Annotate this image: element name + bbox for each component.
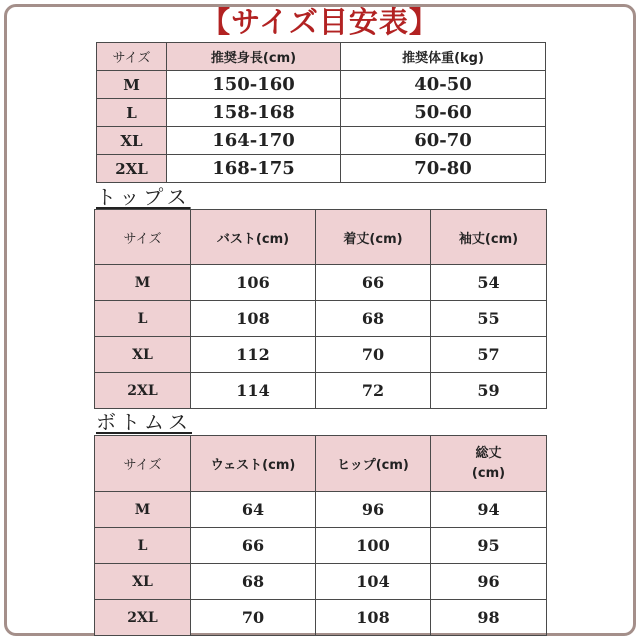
- table-row: [95, 528, 547, 564]
- value-cell: 59: [431, 373, 547, 409]
- value-cell: 98: [431, 600, 547, 636]
- size-cell: 2XL: [95, 373, 191, 409]
- header-cell: 総丈 (cm): [431, 436, 547, 492]
- value-cell: 50-60: [341, 99, 546, 127]
- value-cell: 108: [316, 600, 431, 636]
- value-cell: 57: [431, 337, 547, 373]
- table-row: [97, 155, 546, 183]
- table-header-row: [95, 210, 547, 265]
- size-cell: M: [95, 265, 191, 301]
- header-cell: サイズ: [95, 436, 191, 492]
- tops-section-label: トップス: [96, 185, 191, 209]
- table-row: [97, 99, 546, 127]
- bottoms-section-label: ボトムス: [96, 410, 192, 434]
- value-cell: 70: [316, 337, 431, 373]
- table-row: [95, 373, 547, 409]
- table-row: [95, 600, 547, 636]
- header-cell: 着丈(cm): [316, 210, 431, 265]
- header-cell: バスト(cm): [191, 210, 316, 265]
- value-cell: 150-160: [167, 71, 341, 99]
- header-cell: 推奨身長(cm): [167, 43, 341, 71]
- table-row: [95, 492, 547, 528]
- value-cell: 100: [316, 528, 431, 564]
- value-cell: 66: [316, 265, 431, 301]
- value-cell: 95: [431, 528, 547, 564]
- size-cell: 2XL: [97, 155, 167, 183]
- header-cell: 袖丈(cm): [431, 210, 547, 265]
- table-row: [97, 71, 546, 99]
- value-cell: 70: [191, 600, 316, 636]
- table-row: [97, 127, 546, 155]
- tops-table: [94, 209, 547, 409]
- value-cell: 60-70: [341, 127, 546, 155]
- size-cell: M: [97, 71, 167, 99]
- value-cell: 104: [316, 564, 431, 600]
- value-cell: 68: [191, 564, 316, 600]
- value-cell: 70-80: [341, 155, 546, 183]
- value-cell: 64: [191, 492, 316, 528]
- table-row: [95, 301, 547, 337]
- size-cell: M: [95, 492, 191, 528]
- size-cell: L: [97, 99, 167, 127]
- value-cell: 66: [191, 528, 316, 564]
- value-cell: 94: [431, 492, 547, 528]
- size-guide-table: [96, 42, 546, 183]
- value-cell: 158-168: [167, 99, 341, 127]
- value-cell: 112: [191, 337, 316, 373]
- size-cell: XL: [95, 337, 191, 373]
- value-cell: 54: [431, 265, 547, 301]
- size-cell: XL: [95, 564, 191, 600]
- value-cell: 96: [431, 564, 547, 600]
- size-cell: L: [95, 528, 191, 564]
- header-cell: ウェスト(cm): [191, 436, 316, 492]
- value-cell: 168-175: [167, 155, 341, 183]
- table-row: [95, 564, 547, 600]
- value-cell: 55: [431, 301, 547, 337]
- header-cell: サイズ: [95, 210, 191, 265]
- size-cell: L: [95, 301, 191, 337]
- size-cell: 2XL: [95, 600, 191, 636]
- value-cell: 68: [316, 301, 431, 337]
- header-cell: ヒップ(cm): [316, 436, 431, 492]
- table-header-row: [95, 436, 547, 492]
- value-cell: 72: [316, 373, 431, 409]
- size-cell: XL: [97, 127, 167, 155]
- value-cell: 40-50: [341, 71, 546, 99]
- value-cell: 108: [191, 301, 316, 337]
- header-cell: サイズ: [97, 43, 167, 71]
- value-cell: 96: [316, 492, 431, 528]
- table-row: [95, 337, 547, 373]
- bottoms-table: [94, 435, 547, 636]
- value-cell: 114: [191, 373, 316, 409]
- header-cell: 推奨体重(kg): [341, 43, 546, 71]
- table-row: [95, 265, 547, 301]
- table-header-row: [97, 43, 546, 71]
- value-cell: 106: [191, 265, 316, 301]
- page-title: 【サイズ目安表】: [201, 5, 439, 39]
- value-cell: 164-170: [167, 127, 341, 155]
